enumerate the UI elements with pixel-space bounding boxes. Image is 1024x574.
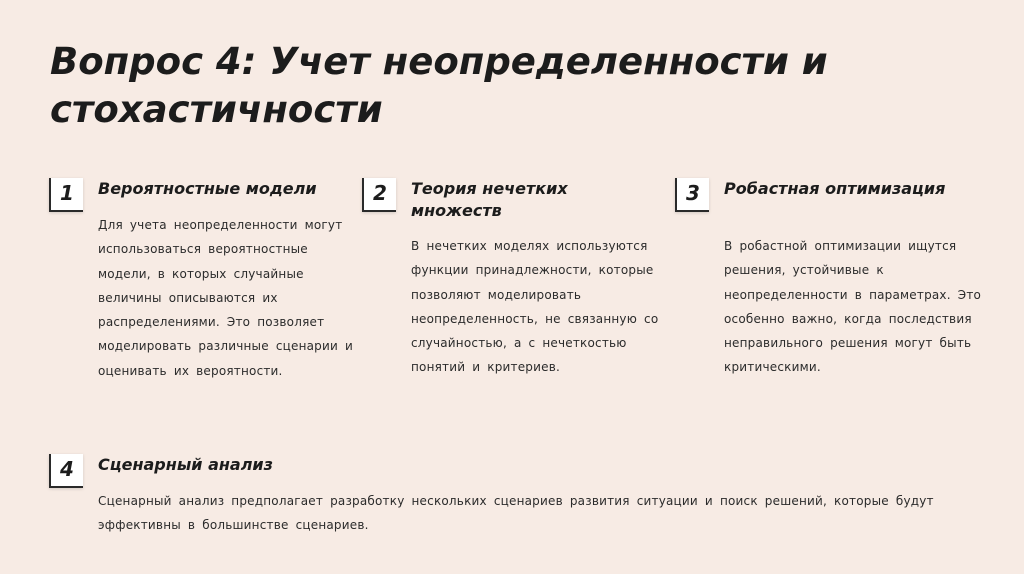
- card-title: Сценарный анализ: [98, 455, 273, 474]
- card-title: Вероятностные модели: [98, 179, 317, 198]
- card-number-badge: [675, 178, 709, 212]
- card-text: Для учета неопределенности могут использоваться вероятностные модели, в которых случайные величины описываются их распределениями. Это позволяет моделировать различные сценарии и оценивать их вероятности.: [98, 218, 354, 378]
- card-number: 4: [60, 457, 74, 481]
- card-number-badge: [49, 178, 83, 212]
- card-text: В нечетких моделях используются функции принадлежности, которые позволяют моделировать неопределенность, не связанную со случайностью, а с нечеткостью понятий и критериев.: [411, 239, 659, 375]
- card-title: Робастная оптимизация: [724, 179, 946, 198]
- card-number-badge: [362, 178, 396, 212]
- card-text: В робастной оптимизации ищутся решения, устойчивые к неопределенности в параметрах. Это особенно важно, когда последствия неправильного решения могут быть критическими.: [724, 239, 982, 375]
- card-number: 3: [686, 181, 700, 205]
- slide-title: Вопрос 4: Учет неопределенности и стохастичности: [50, 40, 828, 131]
- card-number: 1: [60, 181, 74, 205]
- card-title: Теория нечетких множеств: [411, 179, 568, 220]
- card-text: Сценарный анализ предполагает разработку нескольких сценариев развития ситуации и поиск решений, которые будут эффективны в большинстве сценариев.: [98, 494, 934, 533]
- card-number-badge: [49, 454, 83, 488]
- card-number: 2: [373, 181, 387, 205]
